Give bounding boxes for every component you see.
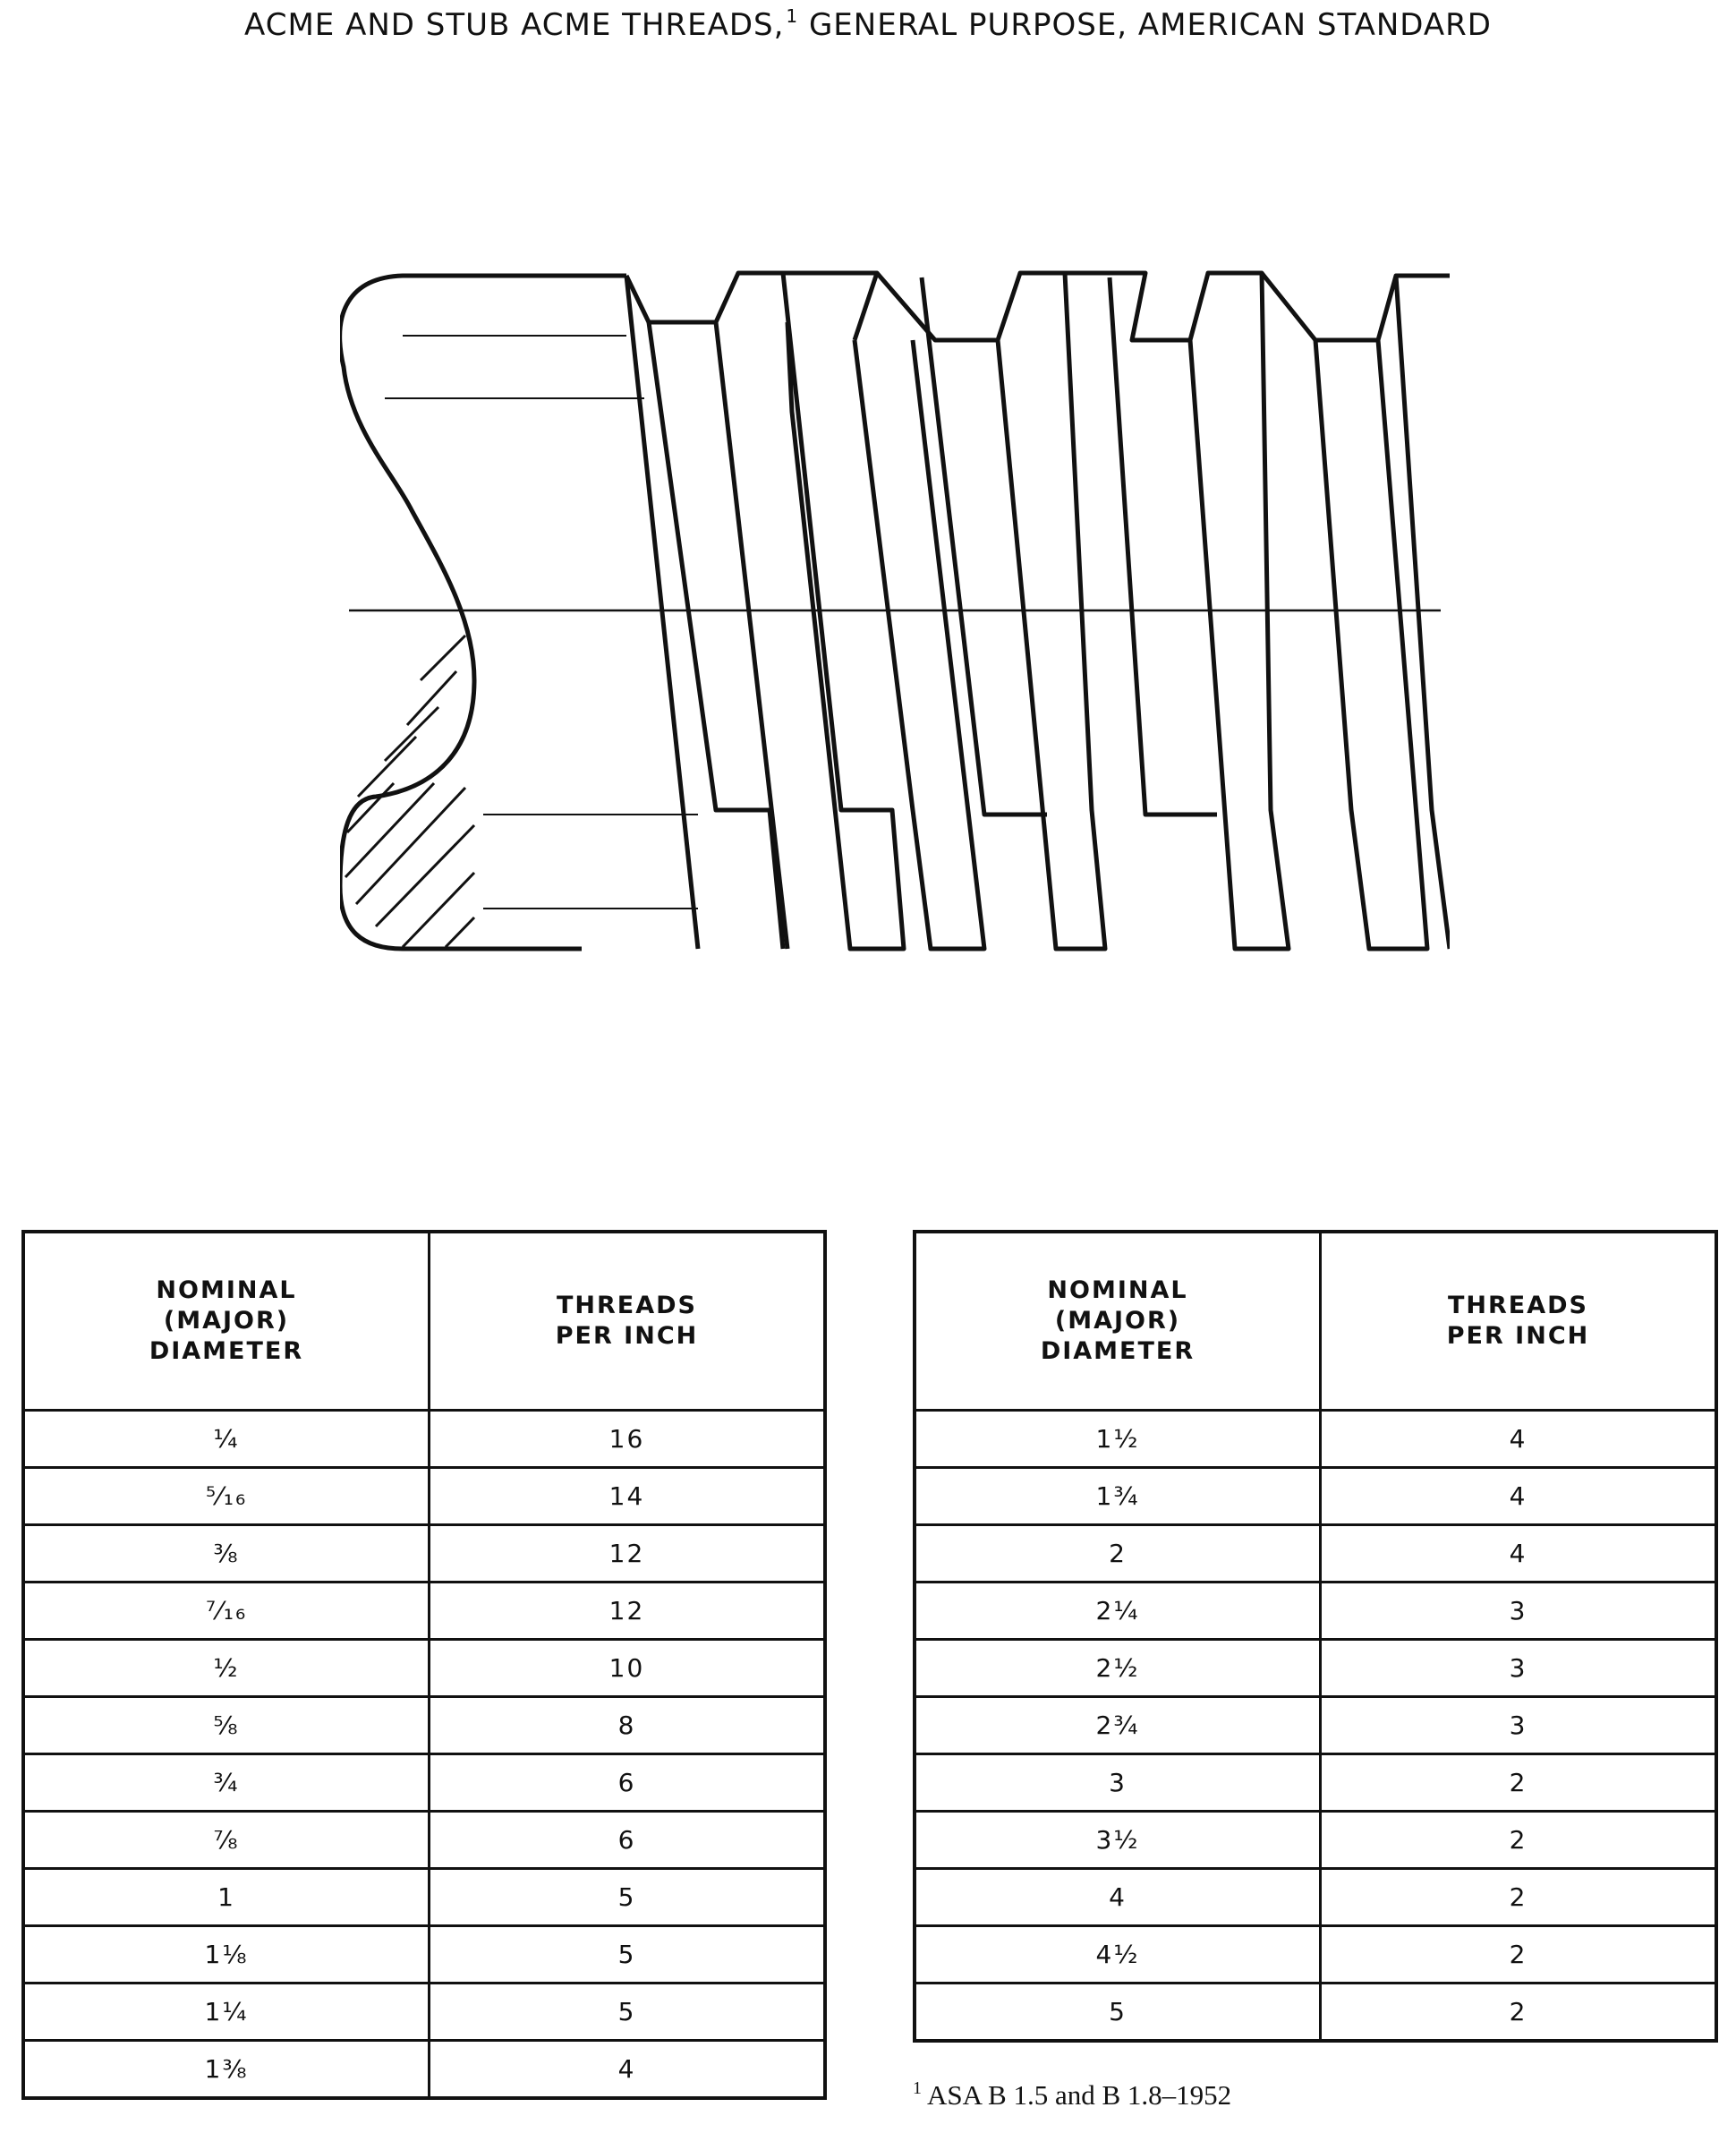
cell-nominal-diameter: ½ — [23, 1640, 430, 1697]
title-text-after: GENERAL PURPOSE, AMERICAN STANDARD — [798, 7, 1492, 43]
header-nominal-diameter: NOMINAL (MAJOR) DIAMETER — [915, 1232, 1321, 1411]
table-row — [23, 1926, 825, 1984]
header-nominal-diameter: NOMINAL (MAJOR) DIAMETER — [23, 1232, 430, 1411]
table-row — [915, 1411, 1716, 1468]
cell-nominal-diameter: 2¾ — [915, 1697, 1321, 1754]
cell-nominal-diameter: 1⅜ — [23, 2041, 430, 2099]
cell-threads-per-inch: 3 — [1321, 1640, 1717, 1697]
cell-nominal-diameter: ⅝ — [23, 1697, 430, 1754]
table-row — [23, 1583, 825, 1640]
thread-table-left — [21, 1230, 827, 2100]
cell-nominal-diameter: 2 — [915, 1525, 1321, 1583]
cell-threads-per-inch: 2 — [1321, 1984, 1717, 2042]
cell-threads-per-inch: 12 — [430, 1525, 826, 1583]
table-row — [23, 1697, 825, 1754]
cell-nominal-diameter: 1¾ — [915, 1468, 1321, 1525]
cell-nominal-diameter: ¾ — [23, 1754, 430, 1812]
cell-threads-per-inch: 3 — [1321, 1697, 1717, 1754]
cell-threads-per-inch: 2 — [1321, 1869, 1717, 1926]
title-footnote-mark: 1 — [786, 5, 799, 27]
cell-nominal-diameter: ⅜ — [23, 1525, 430, 1583]
cell-threads-per-inch: 4 — [1321, 1468, 1717, 1525]
table-row — [23, 1640, 825, 1697]
cell-threads-per-inch: 2 — [1321, 1754, 1717, 1812]
table-row — [23, 1525, 825, 1583]
title-text: ACME AND STUB ACME THREADS, — [244, 7, 785, 43]
table-row — [915, 1640, 1716, 1697]
cell-threads-per-inch: 2 — [1321, 1812, 1717, 1869]
cell-nominal-diameter: 2½ — [915, 1640, 1321, 1697]
cell-threads-per-inch: 8 — [430, 1697, 826, 1754]
thread-table-right — [913, 1230, 1718, 2043]
table-row — [23, 1984, 825, 2041]
cell-threads-per-inch: 10 — [430, 1640, 826, 1697]
cell-nominal-diameter: ⅞ — [23, 1812, 430, 1869]
table-row — [23, 2041, 825, 2099]
cell-nominal-diameter: 5 — [915, 1984, 1321, 2042]
cell-threads-per-inch: 6 — [430, 1754, 826, 1812]
cell-nominal-diameter: 4 — [915, 1869, 1321, 1926]
cell-threads-per-inch: 12 — [430, 1583, 826, 1640]
table-header-row — [23, 1232, 825, 1411]
table-row — [23, 1468, 825, 1525]
cell-nominal-diameter: 4½ — [915, 1926, 1321, 1984]
table-row — [23, 1869, 825, 1926]
cell-nominal-diameter: 1½ — [915, 1411, 1321, 1468]
cell-threads-per-inch: 4 — [430, 2041, 826, 2099]
cell-nominal-diameter: ⁵⁄₁₆ — [23, 1468, 430, 1525]
cell-threads-per-inch: 6 — [430, 1812, 826, 1869]
footnote — [913, 2078, 1231, 2112]
table-row — [915, 1468, 1716, 1525]
cell-threads-per-inch: 5 — [430, 1984, 826, 2041]
cell-nominal-diameter: ¼ — [23, 1411, 430, 1468]
table-row — [915, 1984, 1716, 2042]
cell-threads-per-inch: 5 — [430, 1869, 826, 1926]
table-header-row — [915, 1232, 1716, 1411]
table-row — [915, 1697, 1716, 1754]
table-row — [915, 1812, 1716, 1869]
table-row — [915, 1869, 1716, 1926]
table-row — [915, 1583, 1716, 1640]
cell-nominal-diameter: 1 — [23, 1869, 430, 1926]
cell-threads-per-inch: 3 — [1321, 1583, 1717, 1640]
table-row — [915, 1926, 1716, 1984]
cell-threads-per-inch: 4 — [1321, 1525, 1717, 1583]
cell-nominal-diameter: 3½ — [915, 1812, 1321, 1869]
cell-nominal-diameter: ⁷⁄₁₆ — [23, 1583, 430, 1640]
cell-nominal-diameter: 1⅛ — [23, 1926, 430, 1984]
cell-threads-per-inch: 5 — [430, 1926, 826, 1984]
cell-threads-per-inch: 14 — [430, 1468, 826, 1525]
cell-threads-per-inch: 2 — [1321, 1926, 1717, 1984]
cell-nominal-diameter: 3 — [915, 1754, 1321, 1812]
table-row — [23, 1812, 825, 1869]
cell-nominal-diameter: 1¼ — [23, 1984, 430, 2041]
cell-threads-per-inch: 4 — [1321, 1411, 1717, 1468]
table-row — [915, 1754, 1716, 1812]
header-threads-per-inch: THREADS PER INCH — [430, 1232, 826, 1411]
footnote-mark: 1 — [913, 2078, 922, 2098]
header-threads-per-inch: THREADS PER INCH — [1321, 1232, 1717, 1411]
table-row — [23, 1754, 825, 1812]
cell-nominal-diameter: 2¼ — [915, 1583, 1321, 1640]
footnote-text: ASA B 1.5 and B 1.8–1952 — [927, 2079, 1232, 2111]
cell-threads-per-inch: 16 — [430, 1411, 826, 1468]
page-title — [0, 5, 1736, 43]
acme-thread-drawing-icon — [340, 260, 1450, 958]
table-row — [23, 1411, 825, 1468]
table-row — [915, 1525, 1716, 1583]
